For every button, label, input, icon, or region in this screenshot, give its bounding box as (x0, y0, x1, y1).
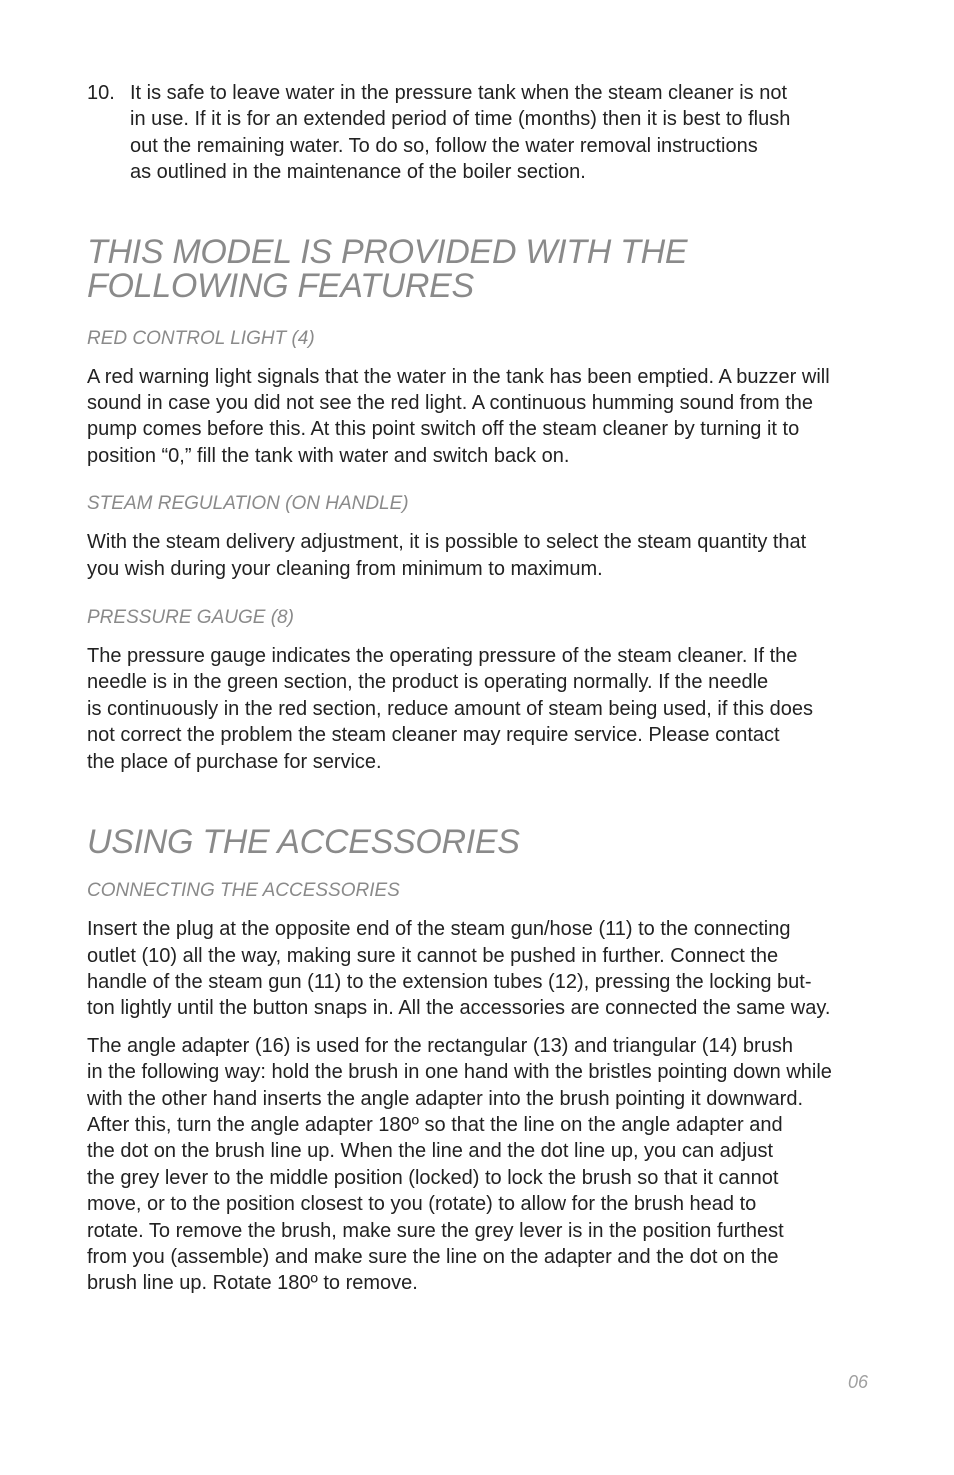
steam-regulation-text: With the steam delivery adjustment, it is possible to select the steam quantity that you wish during your cleaning from minimum to maximum. (87, 531, 807, 580)
pressure-gauge-text: The pressure gauge indicates the operating pressure of the steam cleaner. If the needle is in the green section, the product is operating normally. If the needle is continuously in the red section, reduce amount of steam being used, if this does not correct the problem the steam cleaner may require service. Please contact the place of purchase for service. (87, 645, 813, 773)
list-item-text: It is safe to leave water in the pressure tank when the steam cleaner is not in use. If it is for an extended period of time (months) then it is best to flush out the remaining water. To do so, follow the water removal instructions as outlined in the maintenance of the boiler section. (130, 82, 791, 184)
red-control-light-heading: RED CONTROL LIGHT (4) (87, 327, 315, 349)
steam-regulation-heading: STEAM REGULATION (ON HANDLE) (87, 493, 409, 515)
page-number: 06 (847, 1372, 868, 1392)
connecting-accessories-paragraph-2: The angle adapter (16) is used for the rectangular (13) and triangular (14) brush in the following way: hold the brush in one hand with the bristles pointing down while with the other hand inserts the angle adapter into the brush pointing it downward. After this, turn the angle adapter 180º so that the line on the angle adapter and the dot on the brush line up. When the line and the dot line up, you can adjust the grey lever to the middle position (locked) to lock the brush so that it cannot move, or to the position closest to you (rotate) to allow for the brush head to rotate. To remove the brush, make sure the grey lever is in the position furthest from you (assemble) and make sure the line on the adapter and the dot on the brush line up. Rotate 180º to remove. (87, 1034, 832, 1295)
list-item-10 (87, 80, 877, 186)
pressure-gauge-heading: PRESSURE GAUGE (8) (87, 607, 294, 629)
accessories-section-title: USING THE ACCESSORIES (87, 823, 520, 862)
features-section-title: THIS MODEL IS PROVIDED WITH THE FOLLOWING FEATURES (87, 232, 688, 305)
connecting-accessories-heading: CONNECTING THE ACCESSORIES (87, 880, 400, 902)
red-control-light-text: A red warning light signals that the water in the tank has been emptied. A buzzer will sound in case you did not see the red light. A continuous humming sound from the pump comes before this. At this point switch off the steam cleaner by turning it to position “0,” fill the tank with water and switch back on. (87, 365, 830, 467)
document-page (87, 80, 877, 1297)
connecting-accessories-paragraph-1: Insert the plug at the opposite end of the steam gun/hose (11) to the connecting outlet (10) all the way, making sure it cannot be pushed in further. Connect the handle of the steam gun (11) to the extension tubes (12), pressing the locking but- ton lightly until the button snaps in. All the accessories are connected the same way. (87, 918, 831, 1020)
list-item-number: 10. (87, 82, 115, 104)
